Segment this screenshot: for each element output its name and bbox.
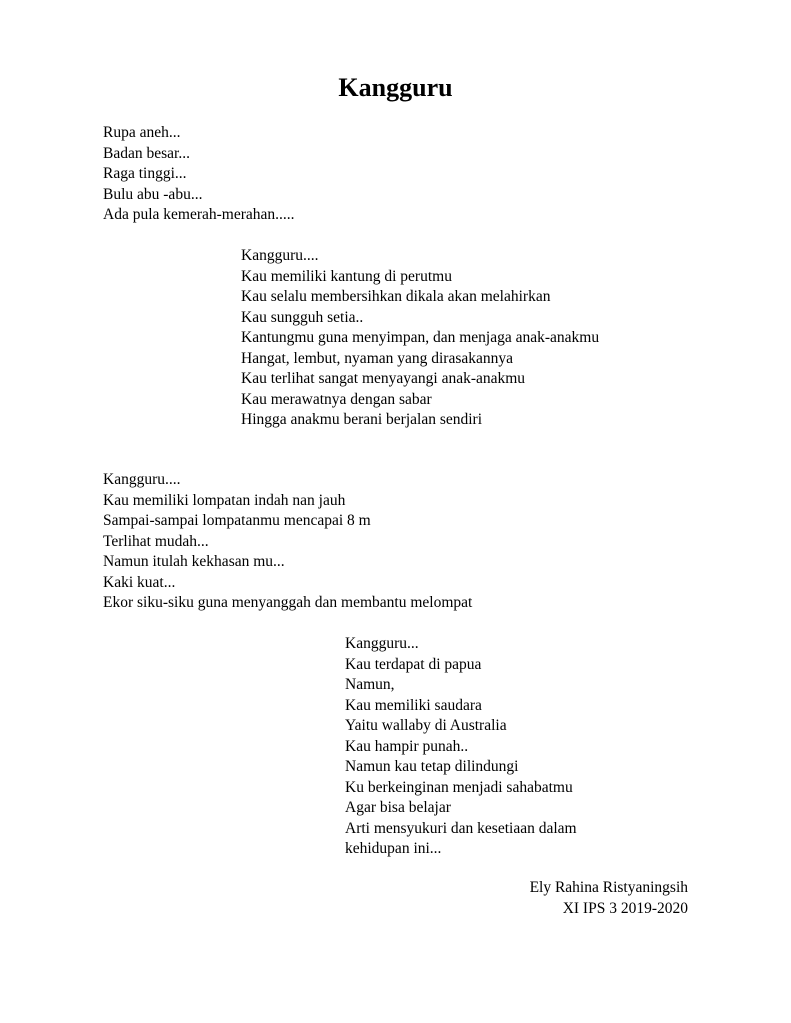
poem-line: Kau selalu membersihkan dikala akan melahirkan [241, 288, 551, 305]
poem-line: Yaitu wallaby di Australia [345, 717, 507, 734]
poem-line: Sampai-sampai lompatanmu mencapai 8 m [103, 512, 371, 529]
poem-line: Kau memiliki kantung di perutmu [241, 267, 452, 285]
poem-line: Hangat, lembut, nyaman yang dirasakannya [241, 349, 514, 367]
poem-line: Namun, [345, 676, 395, 693]
poem-line: Kau sungguh setia.. [241, 308, 364, 326]
poem-line: Ku berkeinginan menjadi sahabatmu [345, 778, 573, 796]
poem-line: Kantungmu guna menyimpan, dan menjaga anak-anakmu [241, 329, 600, 346]
poem-line: Namun itulah kekhasan mu... [103, 553, 285, 570]
stanza-3 [103, 470, 472, 614]
poem-line: Kau terdapat di papua [345, 655, 482, 673]
poem-line: Kau terlihat sangat menyayangi anak-anakmu [241, 370, 526, 387]
poem-line: Badan besar... [103, 144, 190, 162]
poem-line: Kau memiliki lompatan indah nan jauh [103, 491, 346, 509]
poem-line: Raga tinggi... [103, 165, 187, 182]
author-signature [530, 878, 688, 919]
author-class: XI IPS 3 2019-2020 [562, 899, 688, 917]
poem-line: Ekor siku-siku guna menyanggah dan membantu melompat [103, 594, 473, 611]
poem-line: Hingga anakmu berani berjalan sendiri [241, 411, 483, 428]
stanza-4 [345, 634, 577, 860]
poem-line: Rupa aneh... [103, 124, 181, 141]
poem-line: Kau hampir punah.. [345, 737, 469, 755]
poem-line: Namun kau tetap dilindungi [345, 758, 519, 775]
stanza-2 [241, 246, 599, 431]
author-name: Ely Rahina Ristyaningsih [529, 879, 688, 896]
poem-line: Arti mensyukuri dan kesetiaan dalam [345, 819, 577, 837]
poem-line: Bulu abu -abu... [103, 185, 203, 203]
poem-line: Kangguru... [345, 635, 419, 652]
poem-line: Kangguru.... [241, 247, 319, 264]
poem-title: Kangguru [338, 73, 453, 102]
stanza-1 [103, 123, 295, 226]
poem-line: Ada pula kemerah-merahan..... [103, 206, 295, 223]
poem-line: Kau merawatnya dengan sabar [241, 390, 432, 408]
poem-line: kehidupan ini... [345, 840, 442, 857]
poem-line: Kaki kuat... [103, 573, 176, 591]
poem-line: Agar bisa belajar [345, 799, 451, 816]
poem-line: Kangguru.... [103, 471, 181, 488]
poem-line: Kau memiliki saudara [345, 696, 482, 714]
poem-line: Terlihat mudah... [103, 532, 209, 550]
